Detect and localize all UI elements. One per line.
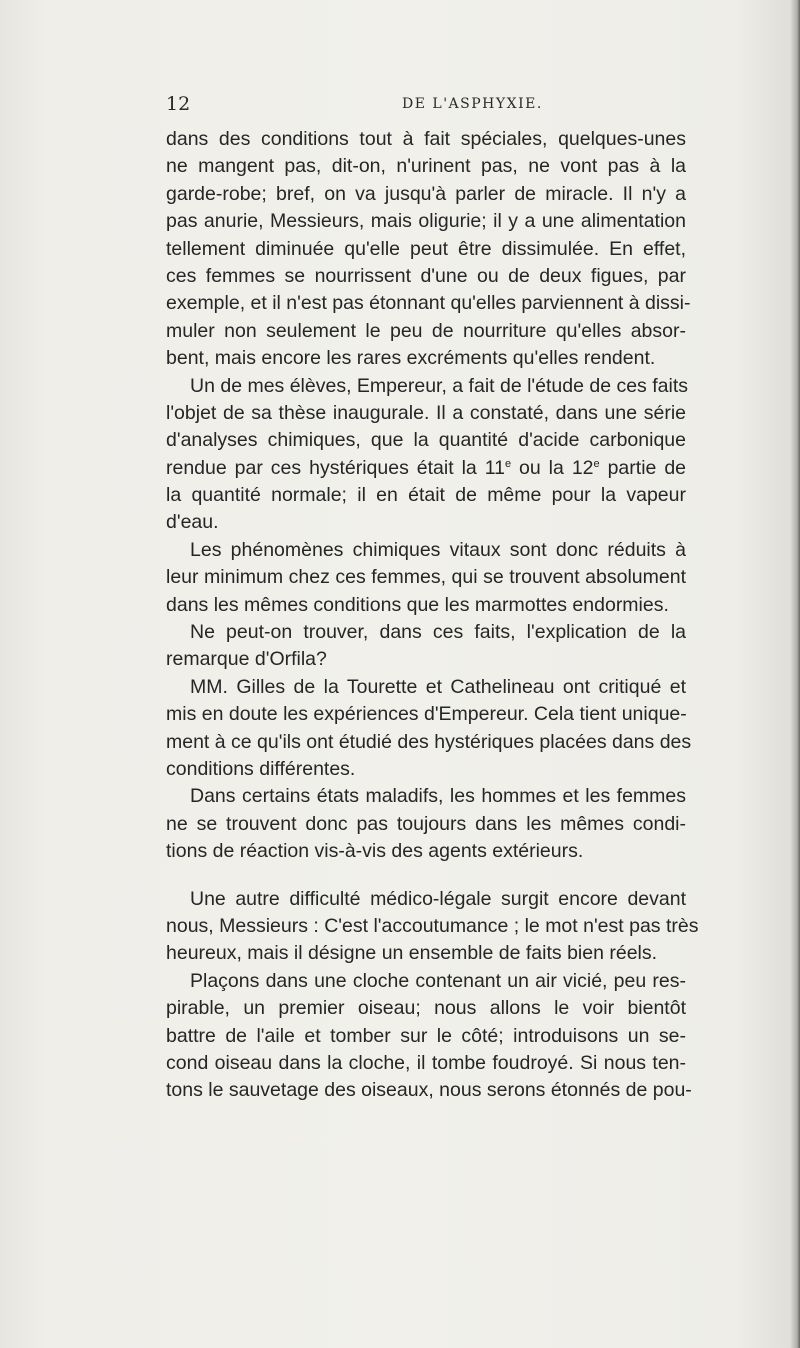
text-line: pas anurie, Messieurs, mais oligurie; il y a une alimentation (166, 210, 686, 233)
page-edge-shadow (790, 0, 800, 1348)
text-line: garde-robe; bref, on va jusqu'à parler de miracle. Il n'y a (166, 182, 686, 205)
paragraph (166, 783, 686, 865)
text-line: mis en doute les expériences d'Empereur. Cela tient unique- (166, 703, 687, 726)
text-line: la quantité normale; il en était de même pour la vapeur (166, 484, 686, 507)
paragraph (166, 968, 692, 1105)
text-line: nous, Messieurs : C'est l'accoutumance ; le mot n'est pas très (166, 914, 699, 937)
text-fragment: rendue par ces hystériques était la 11 (166, 456, 505, 479)
text-line: ces femmes se nourrissent d'une ou de deux figues, par (166, 264, 686, 287)
text-line: ne se trouvent donc pas toujours dans les mêmes condi- (166, 812, 686, 835)
text-line: ment à ce qu'ils ont étudié des hystériques placées dans des (166, 730, 692, 753)
text-line: leur minimum chez ces femmes, qui se trouvent absolument (166, 566, 686, 589)
text-line: l'objet de sa thèse inaugurale. Il a constaté, dans une série (166, 401, 686, 424)
paragraph (166, 537, 686, 619)
text-line: d'analyses chimiques, que la quantité d'acide carbonique (166, 429, 686, 452)
text-line: Les phénomènes chimiques vitaux sont donc réduits à (190, 538, 686, 561)
text-line: pirable, un premier oiseau; nous allons le voir bientôt (166, 997, 686, 1020)
text-line: cond oiseau dans la cloche, il tombe foudroyé. Si nous ten- (166, 1051, 686, 1074)
text-line-with-superscript (166, 455, 686, 482)
section-gap (166, 866, 686, 886)
text-line: exemple, et il n'est pas étonnant qu'elles parviennent à dissi- (166, 292, 691, 315)
text-line: heureux, mais il désigne un ensemble de faits bien réels. (166, 942, 658, 965)
paragraph (166, 674, 692, 784)
body-text (166, 126, 699, 1105)
running-title: DE L'ASPHYXIE. (402, 96, 543, 112)
text-fragment: partie de (599, 456, 687, 479)
page-header (166, 93, 686, 117)
text-line: MM. Gilles de la Tourette et Cathelineau ont critiqué et (190, 675, 686, 698)
text-line: Une autre difficulté médico-légale surgit encore devant (190, 887, 686, 910)
text-line: remarque d'Orfila? (166, 648, 327, 671)
text-line: dans les mêmes conditions que les marmottes endormies. (166, 593, 669, 616)
text-line: Plaçons dans une cloche contenant un air vicié, peu res- (190, 969, 686, 992)
text-line: conditions différentes. (166, 757, 356, 780)
text-line: ne mangent pas, dit-on, n'urinent pas, ne vont pas à la (166, 155, 686, 178)
text-line: Un de mes élèves, Empereur, a fait de l'étude de ces faits (190, 374, 688, 397)
text-line: tons le sauvetage des oiseaux, nous serons étonnés de pou- (166, 1079, 692, 1102)
page-number: 12 (166, 93, 191, 115)
text-line: dans des conditions tout à fait spéciales, quelques-unes (166, 128, 686, 150)
text-line: Dans certains états maladifs, les hommes et les femmes (190, 785, 686, 808)
text-line: Ne peut-on trouver, dans ces faits, l'explication de la (190, 621, 686, 644)
text-line: tellement diminuée qu'elle peut être dissimulée. En effet, (166, 237, 686, 260)
text-line: tions de réaction vis-à-vis des agents extérieurs. (166, 840, 584, 863)
superscript: e (593, 457, 600, 470)
paragraph (166, 619, 686, 674)
text-fragment: ou la 12 (511, 456, 594, 479)
text-line: bent, mais encore les rares excréments qu'elles rendent. (166, 347, 656, 370)
superscript: e (504, 457, 512, 470)
paragraph (166, 373, 686, 537)
text-line: battre de l'aile et tomber sur le côté; introduisons un se- (166, 1024, 686, 1047)
text-line: d'eau. (166, 511, 219, 534)
paragraph (166, 886, 699, 968)
paragraph (166, 126, 691, 373)
text-line: muler non seulement le peu de nourriture qu'elles absor- (166, 319, 686, 342)
